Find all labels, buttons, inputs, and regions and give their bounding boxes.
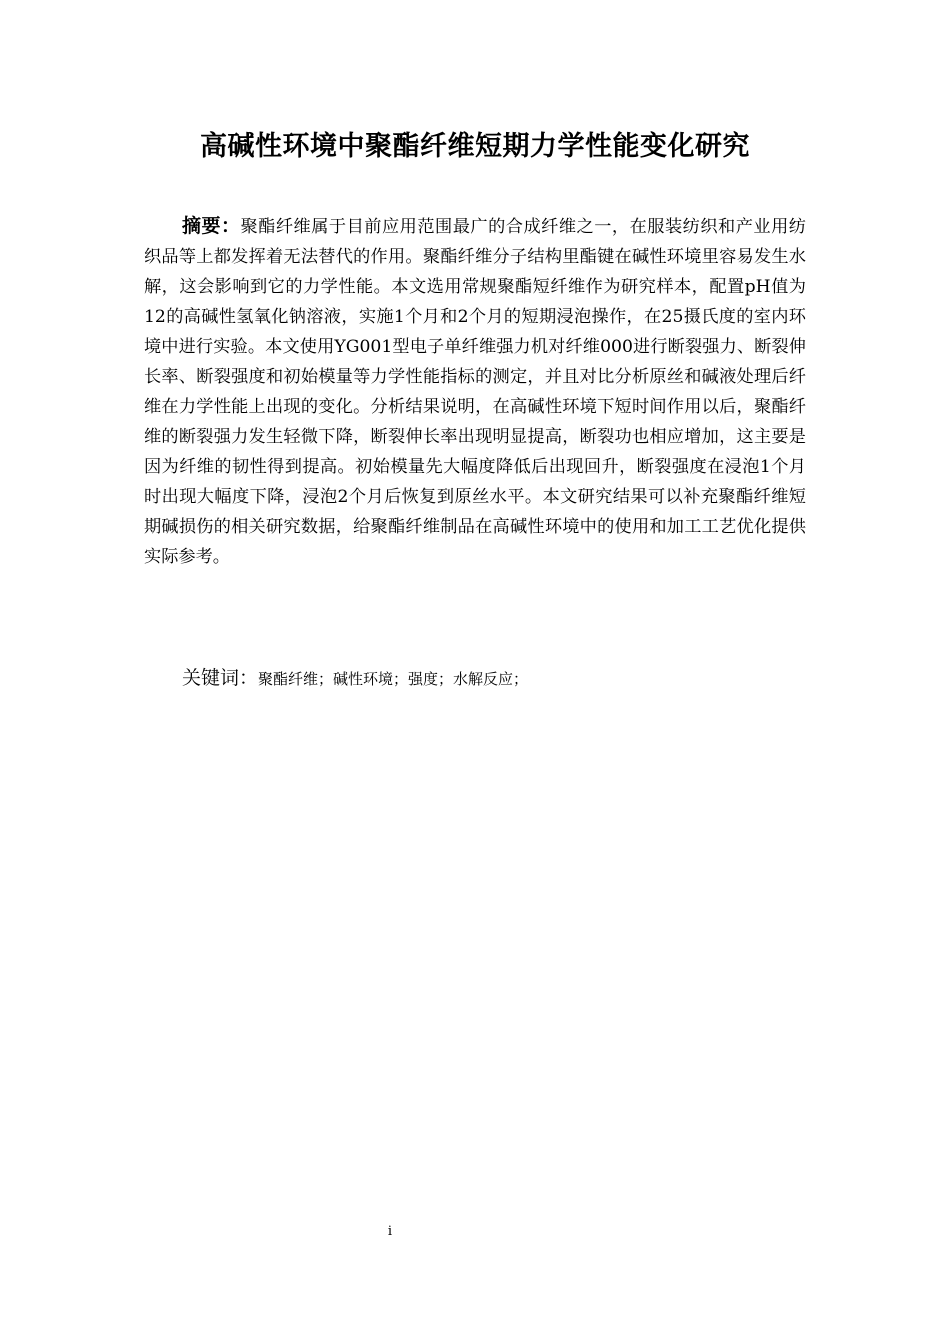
keywords-label: 关键词： bbox=[182, 667, 259, 689]
abstract-label: 摘要： bbox=[182, 215, 241, 237]
keywords-paragraph bbox=[182, 664, 802, 693]
keywords-text: 聚酯纤维；碱性环境；强度；水解反应； bbox=[258, 670, 529, 688]
abstract-text: 聚酯纤维属于目前应用范围最广的合成纤维之一，在服装纺织和产业用纺织品等上都发挥着无法替代的作用。聚酯纤维分子结构里酯键在碱性环境里容易发生水解，这会影响到它的力学性能。本文选用常规聚酯短纤维作为研究样本，配置pH值为12的高碱性氢氧化钠溶液，实施1个月和2个月的短期浸泡操作，在25摄氏度的室内环境中进行实验。本文使用YG001型电子单纤维强力机对纤维000进行断裂强力、断裂伸长率、断裂强度和初始模量等力学性能指标的测定，并且对比分析原丝和碱液处理后纤维在力学性能上出现的变化。分析结果说明，在高碱性环境下短时间作用以后，聚酯纤维的断裂强力发生轻微下降，断裂伸长率出现明显提高，断裂功也相应增加，这主要是因为纤维的韧性得到提高。初始模量先大幅度降低后出现回升，断裂强度在浸泡1个月时出现大幅度下降，浸泡2个月后恢复到原丝水平。本文研究结果可以补充聚酯纤维短期碱损伤的相关研究数据，给聚酯纤维制品在高碱性环境中的使用和加工工艺优化提供实际参考。 bbox=[144, 217, 806, 567]
document-title: 高碱性环境中聚酯纤维短期力学性能变化研究 bbox=[200, 131, 750, 162]
page-number: i bbox=[387, 1224, 393, 1239]
abstract-paragraph bbox=[144, 211, 806, 572]
